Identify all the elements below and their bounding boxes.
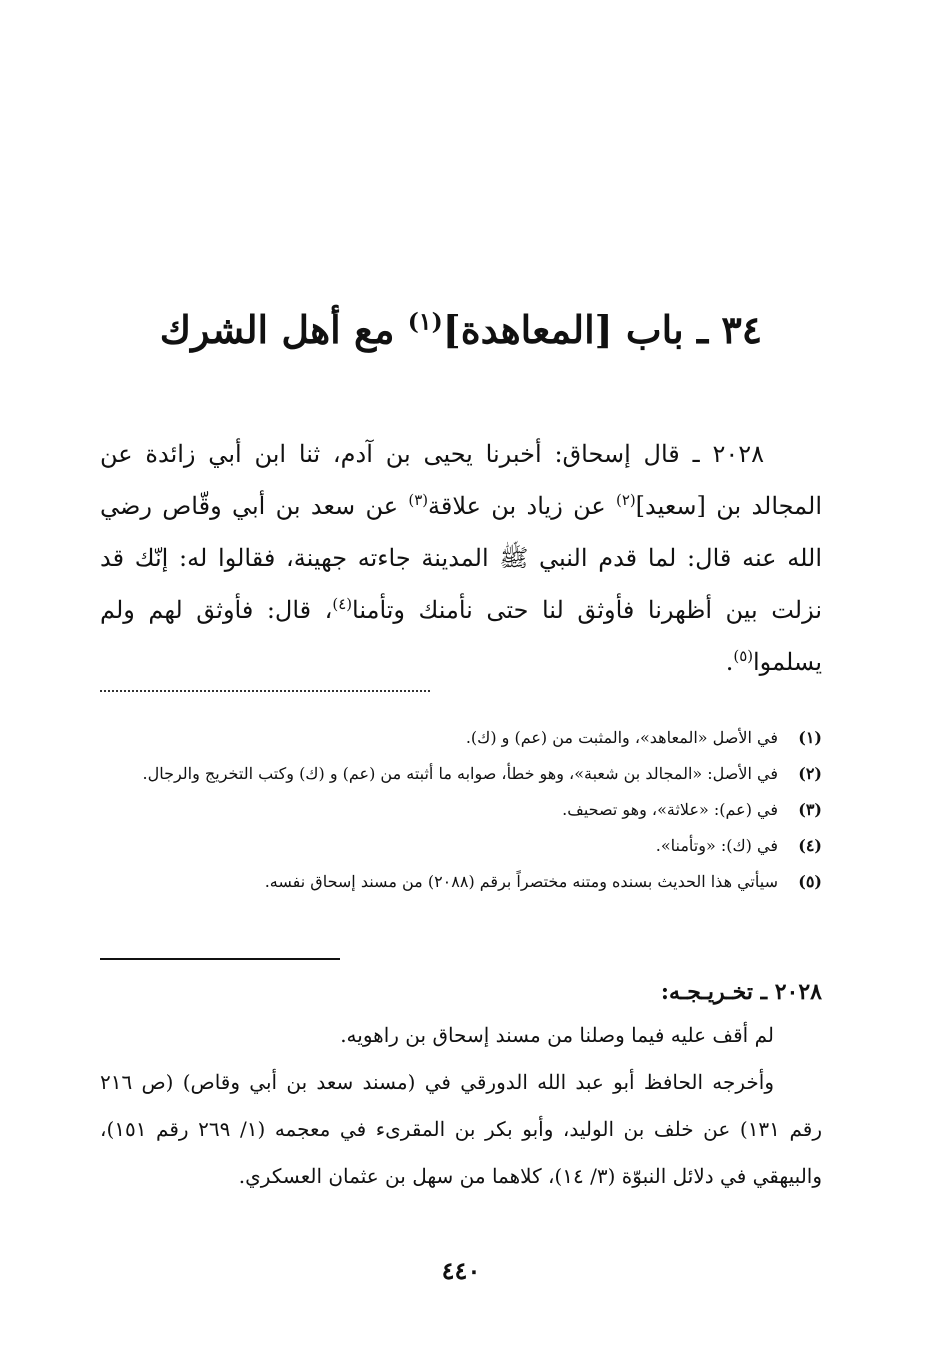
footnote — [100, 828, 822, 864]
footnote-number: (٥) — [798, 872, 822, 891]
footnotes — [100, 720, 822, 900]
footnote — [100, 792, 822, 828]
hadith-paragraph — [100, 428, 822, 688]
hadith-text — [100, 428, 822, 688]
hadith-segment: قال إسحاق: أخبرنا يحيى بن آدم، ثنا ابن أبي زائدة عن المجالد بن [سعيد] — [100, 440, 823, 520]
hadith-segment: . — [725, 648, 734, 676]
page-number: ٤٤٠ — [441, 1256, 481, 1285]
hadith-segment: ، قال: فأوثق لهم ولم يسلموا — [100, 596, 822, 676]
footnote — [100, 864, 822, 900]
footnote-number: (٤) — [798, 836, 822, 855]
footnote-number: (٢) — [798, 764, 822, 783]
hadith-segment: عن زياد بن علاقة — [428, 492, 617, 520]
footnote-ref: (٤) — [332, 595, 353, 613]
footnote-text: في الأصل «المعاهد»، والمثبت من (عم) و (ك). — [465, 728, 778, 747]
chapter-title — [100, 300, 822, 360]
footnote-ref: (٣) — [408, 491, 428, 509]
section-divider — [100, 958, 340, 960]
chapter-dash: ـ — [697, 307, 709, 352]
hadith-dash: ـ — [692, 440, 700, 468]
footnote-ref: (٥) — [733, 647, 754, 665]
footnote-number: (١) — [798, 728, 822, 747]
hadith-number: ٢٠٢٨ — [712, 440, 764, 468]
footnote-text: في (ك): «وتأمنا». — [655, 836, 778, 855]
footnote — [100, 720, 822, 756]
footnote-separator — [100, 690, 430, 698]
takhrij-body — [100, 1012, 822, 1200]
footnote-ref: (٢) — [616, 491, 636, 509]
takhrij-paragraph: وأخرجه الحافظ أبو عبد الله الدورقي في (مسند سعد بن أبي وقاص) (ص ٢١٦ رقم ١٣١) عن خلف بن الوليد، وأبو بكر بن المقرىء في معجمه (١/ ٢٦٩ رقم ١٥١)، والبيهقي في دلائل النبوّة (٣/ ١٤)، كلاهما من سهل بن عثمان العسكري. — [100, 1070, 823, 1188]
footnote-text: سيأتي هذا الحديث بسنده ومتنه مختصراً برقم (٢٠٨٨) من مسند إسحاق نفسه. — [264, 872, 778, 891]
footnote-text: في (عم): «علاثة»، وهو تصحيف. — [562, 800, 778, 819]
chapter-title-text: باب [المعاهدة] — [442, 307, 684, 352]
takhrij-heading: ٢٠٢٨ ـ تخـريـجـه: — [660, 979, 822, 1005]
chapter-number: ٣٤ — [721, 307, 763, 352]
chapter-title-text: مع أهل الشرك — [159, 307, 408, 352]
hadith-segment: عن سعد بن أبي وقّاص رضي الله عنه قال: لما قدم النبي ﷺ المدينة جاءته جهينة، فقالوا له: إنّك قد نزلت بين أظهرنا فأوثق لنا حتى نأمنك وتأمنا — [100, 492, 823, 624]
takhrij-paragraph: لم أقف عليه فيما وصلنا من مسند إسحاق بن راهويه. — [340, 1023, 774, 1047]
footnote-number: (٣) — [798, 800, 822, 819]
book-page — [100, 0, 822, 1369]
footnote-text: في الأصل: «المجالد بن شعبة»، وهو خطأ، صوابه ما أثبته من (عم) و (ك) وكتب التخريج والرجال. — [142, 764, 778, 783]
footnote-ref: (١) — [407, 307, 443, 336]
footnote — [100, 756, 822, 792]
